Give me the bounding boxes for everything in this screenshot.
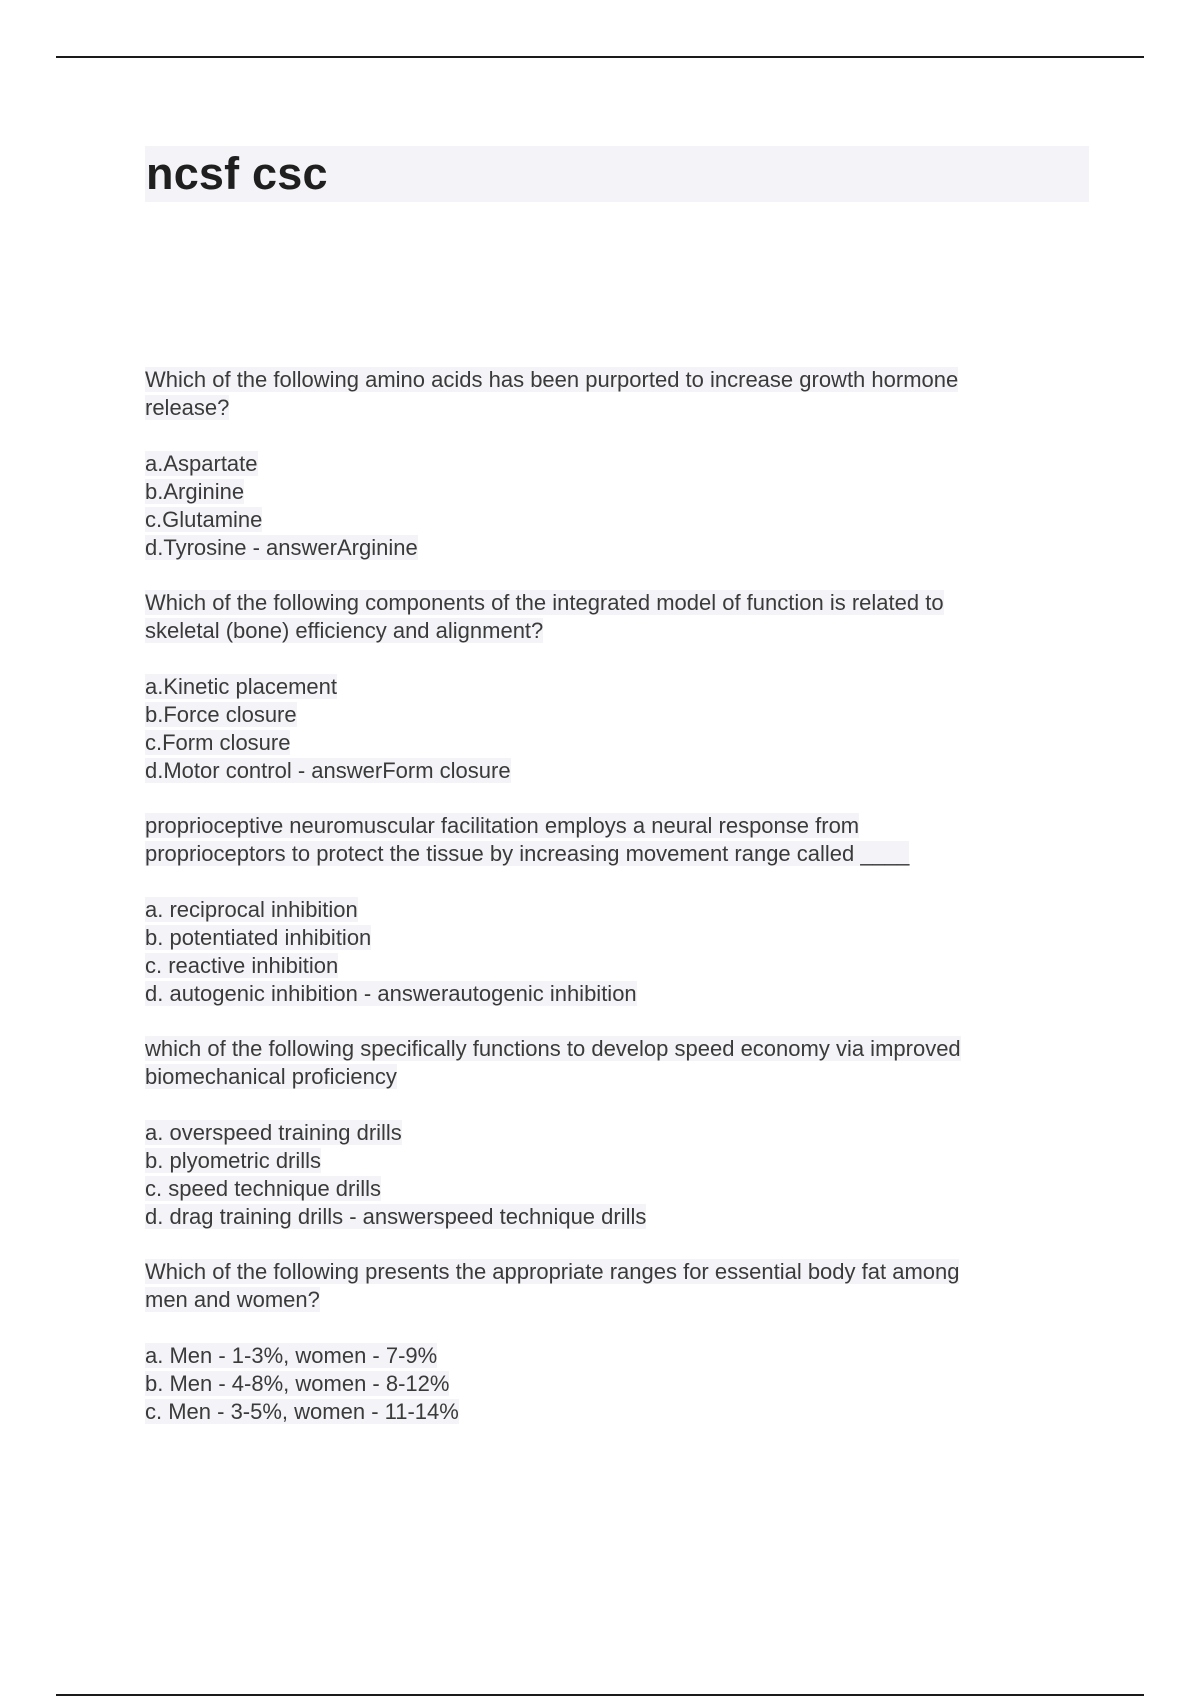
answer-options [145, 1342, 1065, 1426]
option-line: b.Arginine [145, 479, 245, 504]
question-text [145, 1035, 1065, 1091]
option-line: a. Men - 1-3%, women - 7-9% [145, 1343, 438, 1368]
question-line: proprioceptive neuromuscular facilitation employs a neural response from [145, 813, 860, 838]
answer-options [145, 896, 1065, 1008]
answer-options [145, 673, 1065, 785]
option-line: a. reciprocal inhibition [145, 897, 358, 922]
option-line: c. reactive inhibition [145, 953, 339, 978]
option-line-with-answer: d.Tyrosine - answerArginine [145, 535, 418, 560]
question-text [145, 1258, 1065, 1314]
question-block [145, 812, 1065, 1008]
question-line: Which of the following amino acids has been purported to increase growth hormone [145, 367, 959, 392]
option-line: b. potentiated inhibition [145, 925, 372, 950]
bottom-rule [56, 1694, 1144, 1696]
question-text [145, 589, 1065, 645]
question-line: which of the following specifically functions to develop speed economy via improved [145, 1036, 961, 1061]
option-line: c.Form closure [145, 730, 291, 755]
question-line: men and women? [145, 1287, 320, 1312]
option-line-with-answer: d. drag training drills - answerspeed technique drills [145, 1204, 647, 1229]
option-line: c. Men - 3-5%, women - 11-14% [145, 1399, 459, 1424]
question-text [145, 812, 1065, 868]
option-line: b. plyometric drills [145, 1148, 322, 1173]
question-text [145, 366, 1065, 422]
question-line: skeletal (bone) efficiency and alignment? [145, 618, 544, 643]
question-block [145, 1258, 1065, 1426]
page-title: ncsf csc [146, 148, 328, 199]
option-line: a.Aspartate [145, 451, 258, 476]
option-line: a.Kinetic placement [145, 674, 337, 699]
answer-options [145, 1119, 1065, 1231]
question-block [145, 1035, 1065, 1231]
option-line-with-answer: d. autogenic inhibition - answerautogenic inhibition [145, 981, 637, 1006]
top-rule [56, 56, 1144, 58]
option-line: b. Men - 4-8%, women - 8-12% [145, 1371, 450, 1396]
option-line: c.Glutamine [145, 507, 263, 532]
option-line-with-answer: d.Motor control - answerForm closure [145, 758, 511, 783]
question-line: release? [145, 395, 230, 420]
question-list [145, 366, 1065, 1453]
question-line: Which of the following presents the appropriate ranges for essential body fat among [145, 1259, 960, 1284]
option-line: a. overspeed training drills [145, 1120, 402, 1145]
question-block [145, 366, 1065, 562]
option-line: b.Force closure [145, 702, 297, 727]
answer-options [145, 450, 1065, 562]
question-line: Which of the following components of the integrated model of function is related to [145, 590, 944, 615]
option-line: c. speed technique drills [145, 1176, 382, 1201]
question-line: biomechanical proficiency [145, 1064, 397, 1089]
question-line: proprioceptors to protect the tissue by increasing movement range called ____ [145, 841, 910, 866]
question-block [145, 589, 1065, 785]
